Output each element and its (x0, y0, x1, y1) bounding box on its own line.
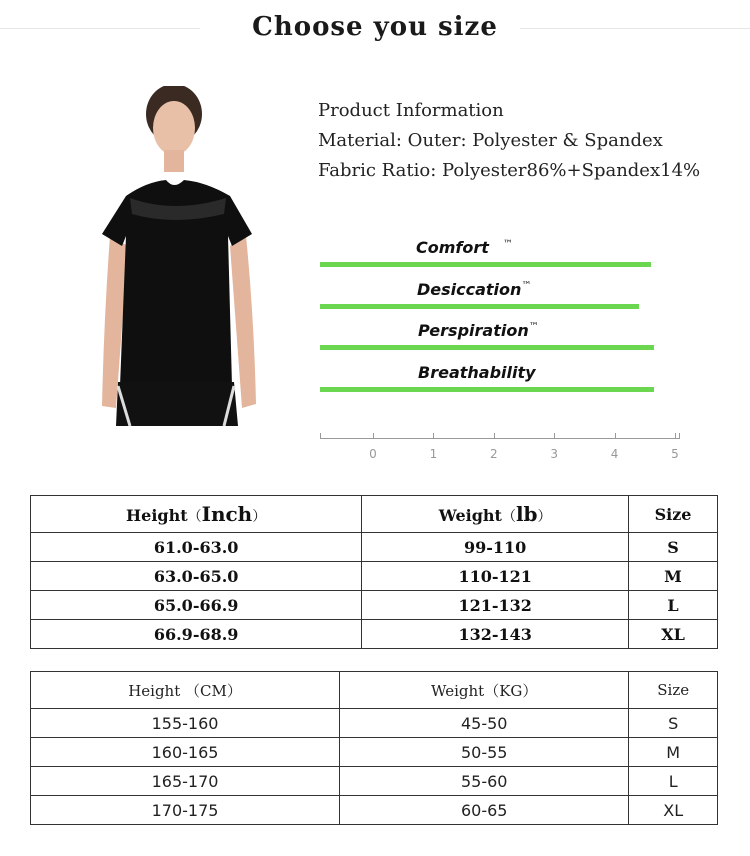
x-axis-tick (494, 433, 495, 439)
table-row (31, 533, 718, 562)
bar-label-perspiration: Perspiration™ (418, 321, 539, 340)
table-cell: 50-55 (340, 738, 629, 767)
table-cell: 65.0-66.9 (31, 591, 362, 620)
x-axis-tick (373, 433, 374, 439)
x-axis-tick (615, 433, 616, 439)
x-axis-tick (679, 433, 680, 439)
x-tick-label: 5 (671, 447, 679, 461)
feature-bar-chart (318, 232, 688, 472)
table-cell: 99-110 (362, 533, 629, 562)
table-cell: 55-60 (340, 767, 629, 796)
table-cell: XL (629, 796, 718, 825)
x-tick-label: 1 (429, 447, 438, 461)
page-title: Choose you size (252, 12, 498, 42)
product-info (318, 96, 700, 186)
table-row (31, 709, 718, 738)
table-row (31, 738, 718, 767)
table-cell: 63.0-65.0 (31, 562, 362, 591)
header-height: Height（Inch） (31, 496, 362, 533)
header-size: Size (629, 496, 718, 533)
bar-comfort (320, 262, 651, 267)
table-cell: 155-160 (31, 709, 340, 738)
table-cell: 165-170 (31, 767, 340, 796)
table-row (31, 591, 718, 620)
size-table-cm (30, 671, 718, 825)
table-cell: 160-165 (31, 738, 340, 767)
info-heading: Product Information (318, 100, 504, 121)
bar-perspiration (320, 345, 654, 350)
x-tick-label: 0 (369, 447, 377, 461)
x-tick-label: 2 (489, 447, 498, 461)
table-cell: S (629, 533, 718, 562)
x-axis-tick (433, 433, 434, 439)
table-cell: 110-121 (362, 562, 629, 591)
size-table-inch (30, 495, 718, 649)
table-cell: 121-132 (362, 591, 629, 620)
x-tick-label: 4 (610, 447, 619, 461)
info-material: Material: Outer: Polyester & Spandex (318, 130, 663, 151)
table-row (31, 767, 718, 796)
bar-label-desiccation: Desiccation™ (417, 279, 532, 299)
table-cell: 61.0-63.0 (31, 533, 362, 562)
header-weight: Weight（lb） (362, 496, 629, 533)
header-weight: Weight（KG） (340, 672, 629, 709)
bar-desiccation (320, 304, 639, 309)
table-cell: XL (629, 620, 718, 649)
table-row (31, 620, 718, 649)
model-photo (96, 86, 262, 426)
bar-label-comfort: Comfort ™ (416, 238, 513, 257)
bar-label-breathability: Breathability (418, 362, 536, 382)
table-cell: L (629, 591, 718, 620)
x-axis-tick (320, 433, 321, 439)
table-cell: M (629, 562, 718, 591)
table-cell: 132-143 (362, 620, 629, 649)
x-tick-label: 3 (550, 447, 558, 461)
table-cell: 45-50 (340, 709, 629, 738)
table-row (31, 562, 718, 591)
table-cell: S (629, 709, 718, 738)
bar-breathability (320, 387, 654, 392)
table-header-row (31, 672, 718, 709)
info-fabric-ratio: Fabric Ratio: Polyester86%+Spandex14% (318, 160, 701, 181)
table-cell: 170-175 (31, 796, 340, 825)
header-size: Size (629, 672, 718, 709)
table-cell: 66.9-68.9 (31, 620, 362, 649)
table-header-row (31, 496, 718, 533)
table-cell: M (629, 738, 718, 767)
header-height: Height （CM） (31, 672, 340, 709)
x-axis-tick (554, 433, 555, 439)
x-axis-tick (675, 433, 676, 439)
table-cell: 60-65 (340, 796, 629, 825)
table-cell: L (629, 767, 718, 796)
table-row (31, 796, 718, 825)
